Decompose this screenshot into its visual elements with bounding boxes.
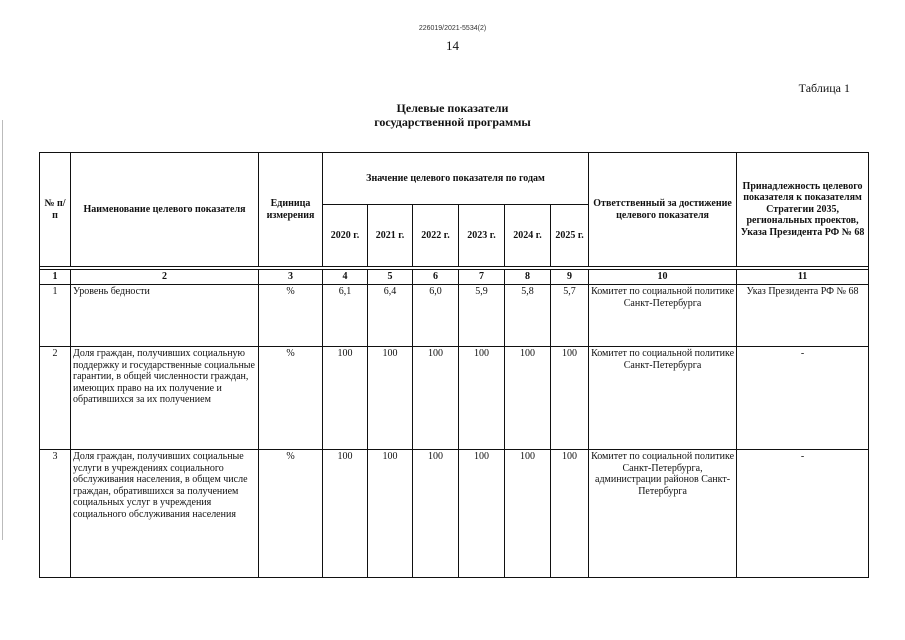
responsible-cell: Комитет по социальной политике Санкт-Петербурга, администрации районов Санкт-Петербурга [589,450,737,578]
table-label: Таблица 1 [798,81,850,95]
col-header-responsible: Ответственный за достижение целевого показателя [589,153,737,267]
column-number-row [40,270,869,285]
value-cell: 100 [413,347,459,450]
target-indicators-table [39,152,869,578]
row-number: 3 [40,450,71,578]
responsible-cell: Комитет по социальной политике Санкт-Петербурга [589,347,737,450]
col-header-values-by-year: Значение целевого показателя по годам [323,153,589,205]
title-line-2: государственной программы [374,115,531,129]
value-cell: 100 [323,347,368,450]
unit-cell: % [259,285,323,347]
row-number: 2 [40,347,71,450]
value-cell: 100 [505,450,551,578]
affiliation-cell: - [737,450,869,578]
year-header: 2024 г. [505,205,551,267]
value-cell: 100 [551,450,589,578]
column-number: 1 [40,270,71,285]
column-number: 3 [259,270,323,285]
year-header: 2025 г. [551,205,589,267]
value-cell: 100 [459,450,505,578]
affiliation-cell: Указ Президента РФ № 68 [737,285,869,347]
document-id: 226019/2021-5534(2) [418,25,487,32]
column-number: 11 [737,270,869,285]
unit-cell: % [259,347,323,450]
col-header-num: № п/п [40,153,71,267]
title-line-1: Целевые показатели [396,101,509,115]
header-row-1 [40,153,869,205]
column-number: 5 [368,270,413,285]
value-cell: 5,8 [505,285,551,347]
value-cell: 100 [413,450,459,578]
column-number: 6 [413,270,459,285]
value-cell: 100 [551,347,589,450]
value-cell: 100 [505,347,551,450]
value-cell: 6,1 [323,285,368,347]
column-number: 2 [71,270,259,285]
page-number: 14 [446,38,459,53]
unit-cell: % [259,450,323,578]
col-header-affiliation: Принадлежность целевого показателя к показателям Стратегии 2035, региональных проектов, Указа Президента РФ № 68 [737,153,869,267]
table-row [40,347,869,450]
value-cell: 5,9 [459,285,505,347]
affiliation-cell: - [737,347,869,450]
row-number: 1 [40,285,71,347]
column-number: 9 [551,270,589,285]
value-cell: 100 [459,347,505,450]
year-header: 2023 г. [459,205,505,267]
column-number: 8 [505,270,551,285]
table-title [0,101,905,129]
value-cell: 6,0 [413,285,459,347]
year-header: 2022 г. [413,205,459,267]
column-number: 4 [323,270,368,285]
value-cell: 6,4 [368,285,413,347]
value-cell: 100 [368,450,413,578]
scan-margin-line [2,120,3,540]
value-cell: 5,7 [551,285,589,347]
year-header: 2020 г. [323,205,368,267]
year-header: 2021 г. [368,205,413,267]
col-header-unit: Единица измерения [259,153,323,267]
column-number: 10 [589,270,737,285]
column-number: 7 [459,270,505,285]
col-header-name: Наименование целевого показателя [71,153,259,267]
indicator-name: Уровень бедности [71,285,259,347]
value-cell: 100 [323,450,368,578]
value-cell: 100 [368,347,413,450]
table-row [40,450,869,578]
table-row [40,285,869,347]
indicator-name: Доля граждан, получивших социальную поддержку и государственные социальные гарантии, в общей численности граждан, имеющих право на их получение и обратившихся за их получением [71,347,259,450]
indicator-name: Доля граждан, получивших социальные услуги в учреждениях социального обслуживания населения, в общем числе граждан, обратившихся за получением социальных услуг в учреждения социального обслуживания населения [71,450,259,578]
responsible-cell: Комитет по социальной политике Санкт-Петербурга [589,285,737,347]
